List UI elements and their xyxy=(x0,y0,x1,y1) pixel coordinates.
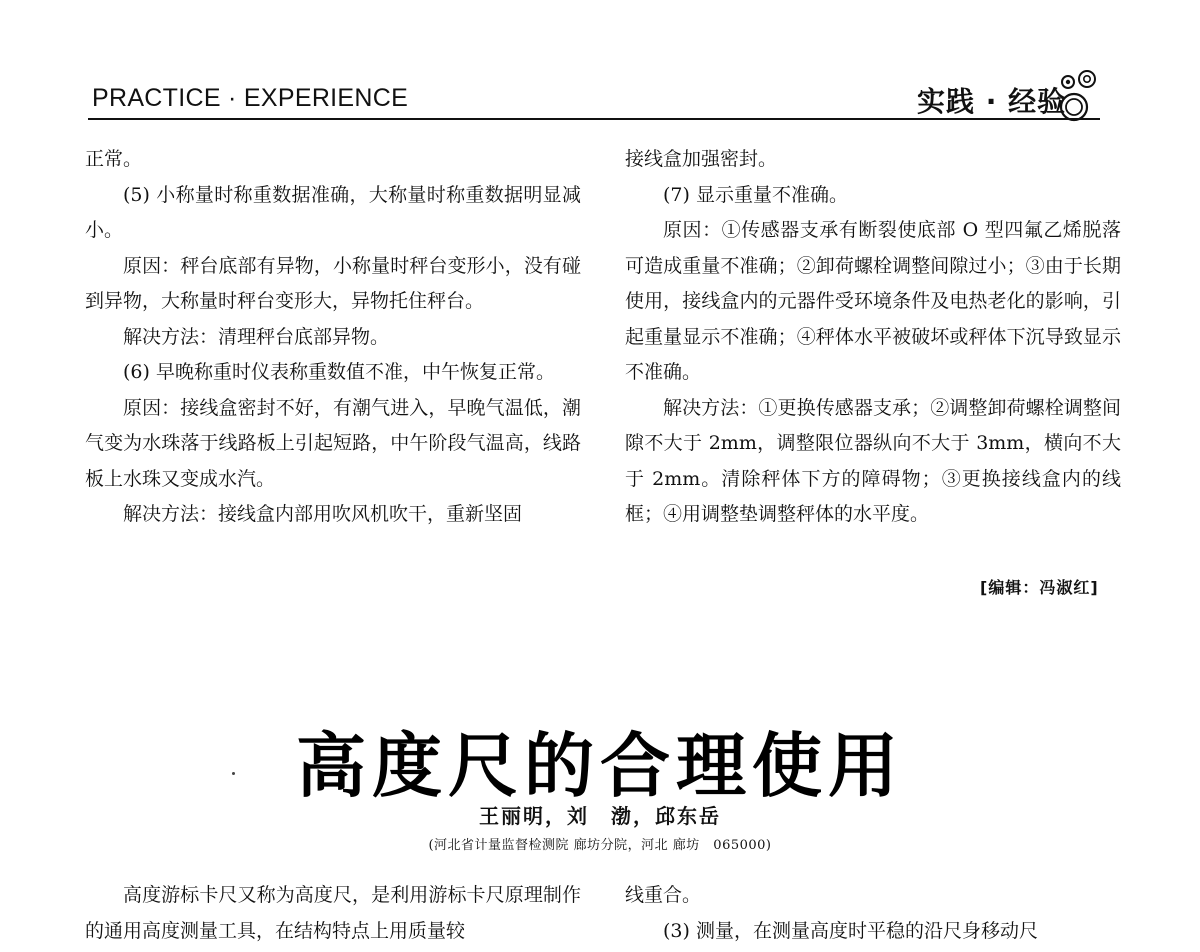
article-authors: 王丽明，刘 渤，邱东岳 xyxy=(479,804,721,828)
paragraph: (7) 显示重量不准确。 xyxy=(663,183,848,206)
left-column xyxy=(85,142,581,533)
paragraph: 原因：秤台底部有异物，小称量时秤台变形小，没有碰到异物，大称量时秤台变形大，异物托住秤台。 xyxy=(85,254,581,312)
header-rule xyxy=(88,118,1100,120)
paragraph: 原因：①传感器支承有断裂使底部 O 型四氟乙烯脱落可造成重量不准确；②卸荷螺栓调整间隙过小；③由于长期使用，接线盒内的元器件受环境条件及电热老化的影响，引起重量显示不准确；④秤体水平被破坏或秤体下沉导致显示不准确。 xyxy=(625,219,1121,383)
article-affiliation: (河北省计量监督检测院 廊坊分院，河北 廊坊 065000) xyxy=(428,838,772,853)
running-header-left: PRACTICE · EXPERIENCE xyxy=(92,84,409,112)
editor-credit: [编辑：冯淑红] xyxy=(980,578,1099,597)
paragraph: 解决方法：清理秤台底部异物。 xyxy=(123,325,390,348)
paragraph: 线重合。 xyxy=(625,884,702,906)
paragraph: 解决方法：①更换传感器支承；②调整卸荷螺栓调整间隙不大于 2mm，调整限位器纵向不大于 3mm，横向不大于 2mm。清除秤体下方的障碍物；③更换接线盒内的线框；④用调整垫调整秤体的水平度。 xyxy=(625,396,1121,525)
paragraph: 正常。 xyxy=(85,148,143,170)
circle-ornament-icon xyxy=(1054,68,1106,124)
article-title: 高度尺的合理使用 xyxy=(296,725,904,807)
article2-right-column xyxy=(625,878,1121,949)
paragraph: (6) 早晚称重时仪表称重数值不准，中午恢复正常。 xyxy=(123,361,555,383)
paragraph: 原因：接线盒密封不好，有潮气进入，早晚气温低，潮气变为水珠落于线路板上引起短路，中午阶段气温高，线路板上水珠又变成水汽。 xyxy=(85,396,581,490)
right-column xyxy=(625,142,1121,533)
article2-left-column xyxy=(85,878,581,949)
paragraph: 接线盒加强密封。 xyxy=(625,148,778,170)
paragraph: (5) 小称量时称重数据准确，大称量时称重数据明显减小。 xyxy=(85,183,581,241)
paragraph: 解决方法：接线盒内部用吹风机吹干，重新坚固 xyxy=(123,503,523,525)
paragraph: 高度游标卡尺又称为高度尺，是利用游标卡尺原理制作的通用高度测量工具，在结构特点上用质量较 xyxy=(85,884,581,942)
paragraph: (3) 测量，在测量高度时平稳的沿尺身移动尺 xyxy=(663,919,1038,942)
running-header-right: 实践 · 经验 xyxy=(917,85,1067,118)
